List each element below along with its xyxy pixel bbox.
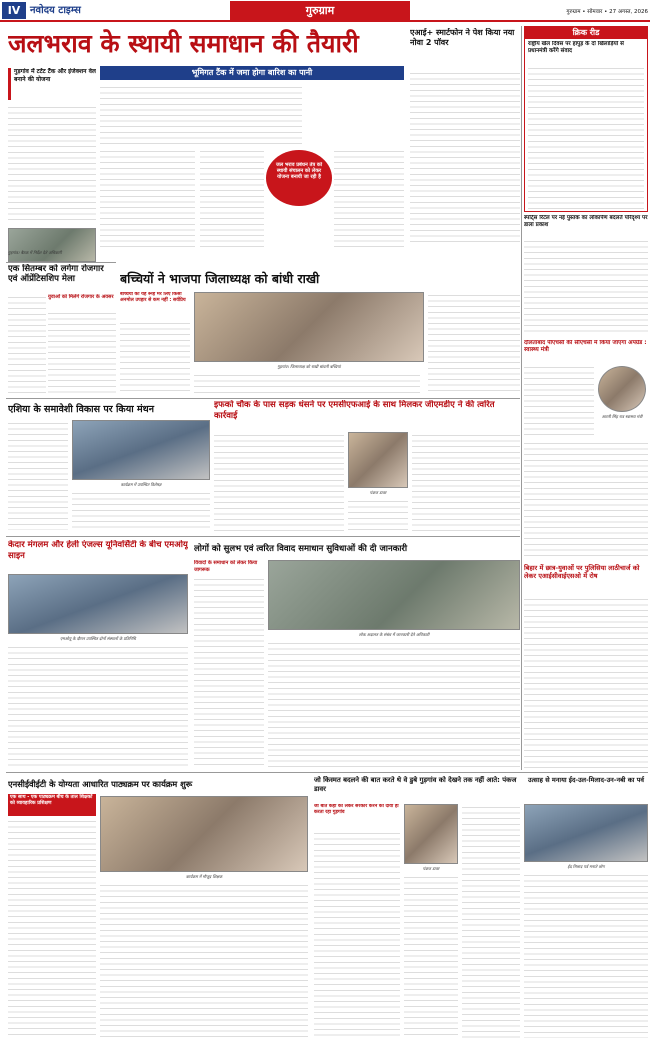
divider [6,536,520,537]
lead-photo [100,66,404,80]
bjp-photo [194,292,424,362]
eid-photo [524,804,648,862]
officials-caption: गुड़गांव। बैठक में निर्देश देते अधिकारी [8,250,62,255]
ai-headline: एआई+ स्मार्टफोन ने पेश किया नया नोवा 2 पॉवर [410,28,515,47]
asia-headline: एशिया के समावेशी विकास पर किया मंथन [8,404,155,415]
asia-body-1 [8,420,68,530]
dawar-caption: पंकज डावर [422,866,440,871]
eid-headline: उत्साह से मनाया ईद-उल-मिलाद-उन-नबी का पर्व [528,776,644,784]
dawar-headline: जो किस्मत बदलने की बात करते थे वे डुबे गुड़गांव को देखने तक नहीं आते: पंकज डावर [314,776,517,793]
dawar-body-2 [404,874,458,1038]
bjp-quote: बच्चियों का यह स्नेह मेरे लिए किसी अनमोल उपहार से कम नहीं : सर्वप्रिय [120,292,186,303]
dialysis-body-2 [524,440,648,560]
bjp-caption: गुड़गांव। जिलाध्यक्ष को राखी बांधती बच्चियां [277,364,341,369]
date-line: गुरुग्राम • सोमवार • 27 अगस्त, 2026 [566,9,648,15]
quote-box [266,150,332,206]
lead-body-4 [200,148,264,248]
ncvet-headline: एनसीईवीईटी के योग्यता आधारित पाठ्यक्रम पर कार्यक्रम शुरू [8,779,193,789]
kedar-headline: केदार मंगलम और हेली एंजल्स यूनिवर्सिटी के बीच एमओयू साइन [8,540,188,561]
rozgar-body-2 [48,310,116,394]
ai-body [410,70,520,245]
dawar-body-3 [462,804,520,1038]
eid-body [524,872,648,1038]
lead-headline: जलभराव के स्थायी समाधान की तैयारी [8,29,359,58]
section-name: गुरुग्राम [230,1,410,20]
kedar-photo [8,574,188,634]
dawar-body-1 [314,830,400,1038]
cricket-body [528,65,644,209]
ncvet-body-2 [100,882,308,1038]
dialysis-headline: दौलताबाद पीएचसी की सीएचसी में किया जाएगा अपग्रेड : स्वास्थ्य मंत्री [524,340,647,353]
asia-photo [72,420,210,480]
kedar-body [8,644,188,768]
lokadalat-body-1 [194,576,264,768]
lokadalat-caption: लोक अदालत के संबंध में जानकारी देते अधिकारी [358,632,430,637]
rozgar-headline: एक सितम्बर को लगेगा रोजगार एवं ऑप्रेंटिसशिप मेला [8,264,104,284]
kedar-caption: एमओयू के दौरान उपस्थित दोनों संस्थानों के प्रतिनिधि [60,636,136,641]
cricket-headline: राष्ट्रीय खेल दिवस पर हापुड़ के दो खिलाड़ियों से प्रधानमंत्री करेंगे संवाद [528,41,624,54]
ncvet-subhead: एक साथ - एक पाठ्यक्रम बीच के ताल शिक्षकों को व्यावहारिक प्रशिक्षण [8,794,96,816]
bjp-body-2 [194,372,420,394]
lead-body-3 [100,148,195,248]
column-rule [521,26,522,770]
quote-text: जल भराव प्रबंधन तंत्र को स्थायी संचालन को लेकर योजना बनायी जा रही है [276,162,322,180]
iffco-body-2 [348,498,408,532]
iffco-person-caption: पंकज डावर [369,490,387,495]
cricket-box [524,26,648,212]
rozgar-subhead: युवाओं को मिलेंगे रोजगार के अवसर [48,294,114,300]
dawar-subhead: जो बातें कहां को लेकर सरकारें करने को दावा ही करता रहा गुड़गांव [314,804,399,815]
asia-body-2 [72,490,210,530]
lead-photo-band: भूमिगत टैंक में जमा होगा बारिश का पानी [191,68,313,77]
bihar-body [524,596,648,768]
iffco-headline: इफको चौक के पास सड़क धंसने पर एमसीएफआई के साथ मिलकर जीएमडीए ने की त्वरित कार्रवाई [214,400,495,421]
lokadalat-subhead: विवादों के समाधान को लेकर किया जागरूक [194,560,258,573]
lokadalat-body-2 [268,640,520,768]
bihar-headline: बिहार में छात्र-युवाओं पर पुलिसिया लाठीचार्ज को लेकर एआईसीवाईएसओ में रोष [524,564,640,580]
sports-body [524,238,648,336]
divider [6,398,520,399]
lokadalat-headline: लोगों को सुलभ एवं त्वरित विवाद समाधान सुविधाओं की दी जानकारी [194,544,408,554]
asia-caption: कार्यक्रम में उपस्थित विशेषज्ञ [120,482,162,487]
iffco-person-photo [348,432,408,488]
masthead [0,0,650,22]
ncvet-photo [100,796,308,872]
iffco-body-1 [214,432,344,532]
sports-headline: स्पोर्ट्स रिटेल पर नई पुस्तक का लोकार्पण बदलते परिदृश्य पर डाला प्रकाश [524,215,648,228]
lead-body-1 [8,104,96,224]
lead-subhead: गुड़गांव में टर्टेट टैंक और इंजेक्शन वेल बनाने की योजना [8,68,96,100]
page-number: IV [2,2,26,19]
ncvet-body-1 [8,818,96,1038]
divider [6,772,648,773]
eid-caption: ईद मिलाद पर्व मनाते लोग [567,864,605,869]
divider [6,262,116,263]
bjp-headline: बच्चियों ने भाजपा जिलाध्यक्ष को बांधी राखी [120,271,320,286]
minister-photo [598,366,646,412]
lead-body-2 [100,84,302,144]
bjp-body-1 [120,320,190,394]
lokadalat-photo [268,560,520,630]
iffco-body-3 [412,432,520,532]
ncvet-caption: कार्यक्रम में मौजूद शिक्षक [185,874,223,879]
paper-name: नवोदय टाइम्स [30,5,81,16]
cricket-label: क्रिक रीड [525,27,647,39]
minister-caption: आरती सिंह राव स्वास्थ्य मंत्री [601,414,643,419]
dialysis-body [524,364,594,438]
bjp-body-3 [428,292,520,394]
rozgar-body [8,294,46,394]
lead-body-5 [334,148,404,248]
dawar-photo [404,804,458,864]
